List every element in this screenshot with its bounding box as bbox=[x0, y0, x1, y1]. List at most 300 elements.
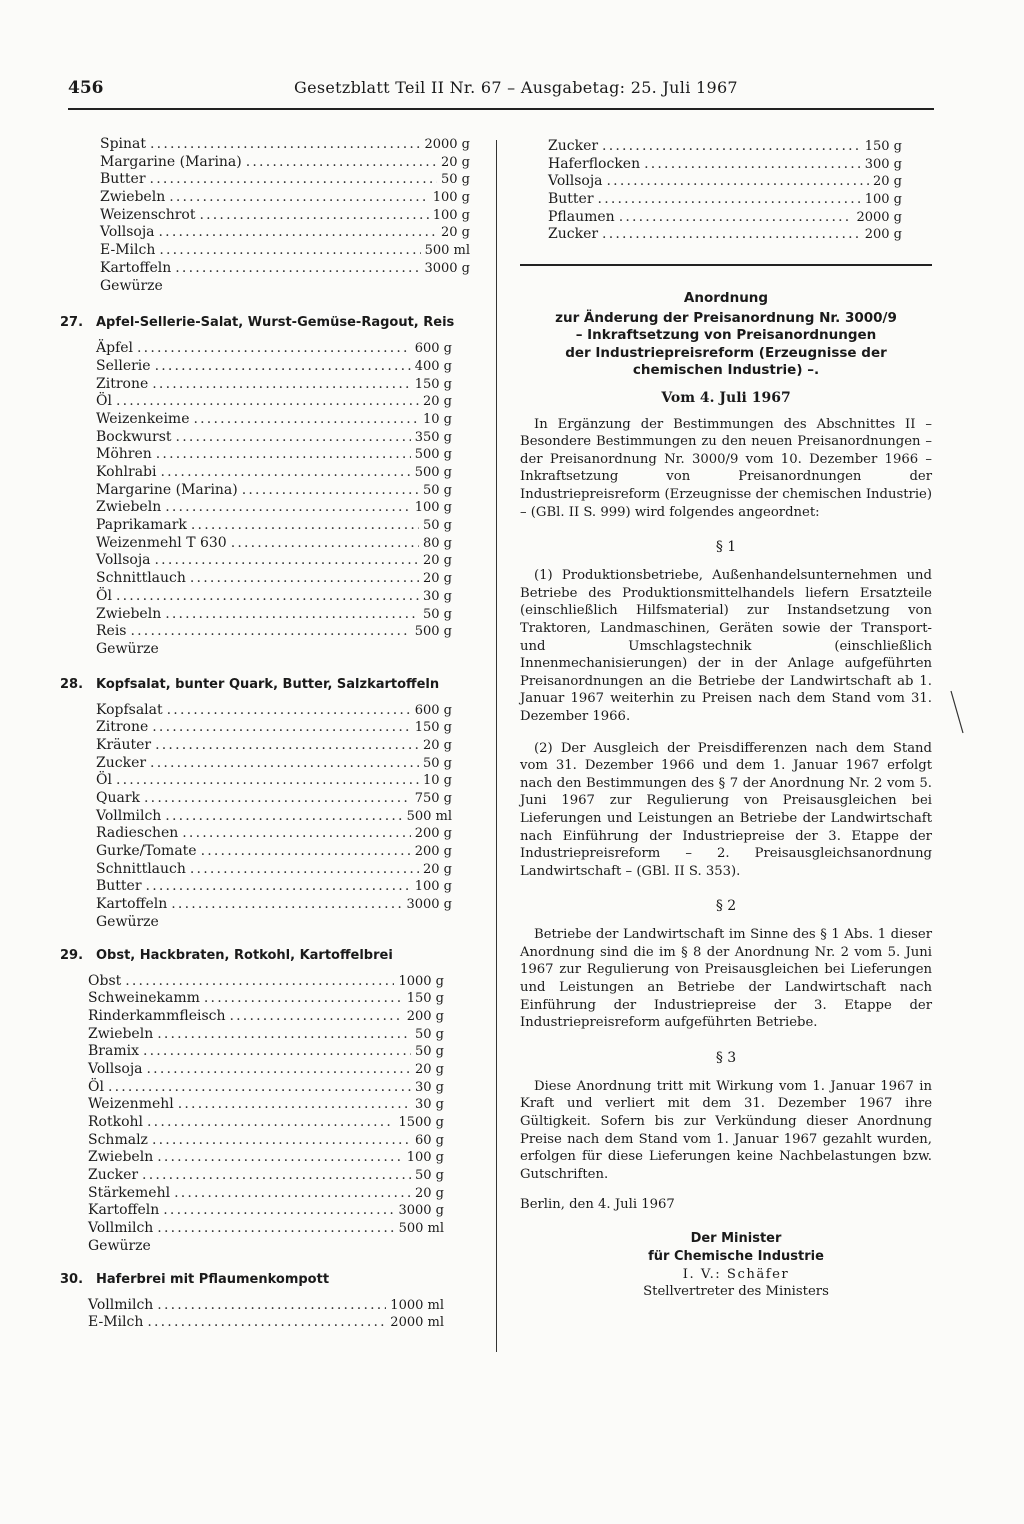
dot-leader bbox=[171, 896, 402, 914]
ingredient-row bbox=[96, 570, 452, 588]
ingredient-row bbox=[96, 482, 452, 500]
ingredient-amount: 2000 g bbox=[424, 137, 470, 152]
ingredient-name: Pflaumen bbox=[548, 208, 615, 225]
ingredient-name: Öl bbox=[96, 587, 112, 604]
ingredient-row bbox=[88, 1220, 444, 1238]
ingredient-name: Zitrone bbox=[96, 719, 149, 736]
dot-leader bbox=[155, 552, 419, 570]
ingredient-name: Gewürze bbox=[100, 277, 163, 294]
ingredient-amount: 100 g bbox=[414, 879, 452, 895]
ingredient-name: Quark bbox=[96, 790, 141, 806]
recipe-title bbox=[60, 948, 470, 963]
dot-leader bbox=[165, 808, 402, 826]
ingredient-amount: 20 g bbox=[415, 1185, 444, 1201]
ingredient-amount: 2000 ml bbox=[390, 1315, 444, 1331]
ingredient-name: Butter bbox=[96, 878, 142, 895]
ingredient-row bbox=[96, 535, 452, 553]
ingredient-row bbox=[88, 1314, 444, 1332]
dot-leader bbox=[144, 790, 411, 808]
ingredient-row bbox=[96, 896, 452, 914]
ingredient-amount: 100 g bbox=[406, 1150, 444, 1166]
dot-leader bbox=[152, 1132, 411, 1150]
ingredient-amount: 100 g bbox=[432, 207, 470, 223]
ingredient-name: Schnittlauch bbox=[96, 860, 186, 877]
ingredient-row bbox=[96, 464, 452, 482]
ingredient-row bbox=[88, 1043, 444, 1061]
ingredient-name: Zwiebeln bbox=[96, 605, 162, 622]
ingredient-amount: 500 ml bbox=[406, 808, 452, 824]
ingredient-list bbox=[96, 340, 452, 658]
ingredient-name: Vollsoja bbox=[88, 1060, 143, 1077]
dot-leader bbox=[150, 136, 420, 154]
ordinance-preamble: In Ergänzung der Bestimmungen des Abschnittes II – Besondere Bestimmungen zu den neuen Preisanordnungen – der Preisanordnung Nr. 3000/9 vom 10. Dezember 1966 – Inkraftsetzung von Preisanordnungen der Industriepreisreform (Erzeugnisse der chemischen Industrie) – (GBl. II S. 999) wird folgendes angeordnet: bbox=[520, 416, 932, 520]
ingredient-name: Margarine (Marina) bbox=[96, 481, 238, 498]
dot-leader bbox=[157, 1149, 403, 1167]
ingredient-amount: 10 g bbox=[423, 411, 452, 427]
dot-leader bbox=[131, 623, 411, 641]
ingredient-name: Weizenmehl bbox=[88, 1096, 174, 1113]
ingredient-row bbox=[100, 171, 470, 189]
ordinance-date: Vom 4. Juli 1967 bbox=[661, 389, 791, 406]
ingredient-row bbox=[96, 517, 452, 535]
ingredient-row bbox=[88, 1026, 444, 1044]
ingredient-name: Bramix bbox=[88, 1043, 139, 1060]
ingredient-row bbox=[88, 1238, 444, 1256]
ingredient-amount: 30 g bbox=[415, 1097, 444, 1113]
ingredient-amount: 500 g bbox=[414, 624, 452, 640]
dot-leader bbox=[147, 1114, 394, 1132]
ingredient-amount: 500 g bbox=[414, 447, 452, 463]
dot-leader bbox=[174, 1185, 411, 1203]
dot-leader bbox=[178, 1096, 411, 1114]
ingredient-amount: 50 g bbox=[423, 755, 452, 771]
ingredient-row bbox=[96, 411, 452, 429]
dot-leader bbox=[176, 429, 411, 447]
recipe-block bbox=[60, 1272, 470, 1332]
ingredient-amount: 1000 g bbox=[398, 973, 444, 989]
section-heading: § 3 bbox=[715, 1049, 737, 1066]
dot-leader bbox=[157, 1026, 411, 1044]
ingredient-amount: 600 g bbox=[414, 702, 452, 718]
ingredient-row bbox=[96, 376, 452, 394]
ingredient-name: Weizenkeime bbox=[96, 410, 190, 427]
ingredient-name: Äpfel bbox=[96, 340, 134, 357]
ingredient-name: Zucker bbox=[548, 138, 599, 154]
ingredient-name: Vollsoja bbox=[548, 173, 603, 190]
ingredient-name: Vollmilch bbox=[88, 1296, 154, 1313]
recipe-number: 30. bbox=[60, 1271, 84, 1287]
ingredient-name: Gewürze bbox=[88, 1237, 151, 1254]
dot-leader bbox=[165, 499, 411, 517]
ingredient-amount: 50 g bbox=[423, 606, 452, 622]
ingredient-name: Weizenmehl T 630 bbox=[96, 534, 227, 551]
ingredient-amount: 150 g bbox=[414, 376, 452, 392]
ingredient-name: Öl bbox=[96, 772, 112, 789]
ingredient-amount: 20 g bbox=[423, 571, 452, 587]
dot-leader bbox=[125, 973, 394, 991]
dot-leader bbox=[602, 226, 861, 244]
dot-leader bbox=[194, 411, 420, 429]
dot-leader bbox=[156, 446, 411, 464]
dot-leader bbox=[190, 570, 419, 588]
recipe-block bbox=[60, 315, 470, 658]
dot-leader bbox=[598, 191, 861, 209]
ingredient-row bbox=[88, 990, 444, 1008]
dot-leader bbox=[152, 719, 410, 737]
ingredient-row bbox=[96, 755, 452, 773]
dot-leader bbox=[165, 606, 419, 624]
recipe-block bbox=[60, 677, 470, 932]
signature-name: I. V.: Schäfer bbox=[682, 1266, 790, 1282]
ingredient-amount: 20 g bbox=[415, 1061, 444, 1077]
ingredient-row bbox=[96, 623, 452, 641]
ingredient-name: Haferflocken bbox=[548, 155, 641, 172]
ingredient-row bbox=[548, 191, 902, 209]
ingredient-amount: 150 g bbox=[864, 139, 902, 154]
recipe-name: Apfel-Sellerie-Salat, Wurst-Gemüse-Ragout, Reis bbox=[96, 315, 455, 331]
ingredient-row bbox=[100, 224, 470, 242]
ingredient-name: Sellerie bbox=[96, 357, 151, 374]
ingredient-row bbox=[96, 446, 452, 464]
dot-leader bbox=[160, 464, 410, 482]
dot-leader bbox=[167, 702, 411, 720]
ordinance-sections bbox=[520, 539, 932, 1183]
dot-leader bbox=[143, 1043, 411, 1061]
ingredient-row bbox=[96, 808, 452, 826]
dot-leader bbox=[182, 825, 410, 843]
dot-leader bbox=[201, 843, 411, 861]
ingredient-list-recipe-30-continued bbox=[548, 138, 902, 244]
dot-leader bbox=[147, 1061, 411, 1079]
ingredient-name: Schmalz bbox=[88, 1131, 148, 1148]
dot-leader bbox=[169, 189, 429, 207]
ingredient-name: Schweinekamm bbox=[88, 990, 200, 1007]
ingredient-name: Gewürze bbox=[96, 913, 159, 930]
ingredient-row bbox=[96, 340, 452, 358]
dot-leader bbox=[607, 173, 869, 191]
dot-leader bbox=[142, 1167, 411, 1185]
dot-leader bbox=[619, 209, 853, 227]
ingredient-amount: 3000 g bbox=[424, 260, 470, 276]
dot-leader bbox=[246, 154, 437, 172]
ingredient-name: Öl bbox=[88, 1078, 104, 1095]
ingredient-amount: 300 g bbox=[864, 156, 902, 172]
ingredient-row bbox=[548, 156, 902, 174]
recipe-name: Haferbrei mit Pflaumenkompott bbox=[96, 1271, 330, 1287]
ingredient-row bbox=[548, 209, 902, 227]
ingredient-row bbox=[96, 737, 452, 755]
ingredient-row bbox=[96, 825, 452, 843]
dot-leader bbox=[175, 260, 420, 278]
dot-leader bbox=[155, 737, 419, 755]
ingredient-row bbox=[96, 641, 452, 659]
ordinance-title-line: – Inkraftsetzung von Preisanordnungen bbox=[575, 327, 877, 344]
ingredient-name: Zucker bbox=[548, 226, 599, 243]
ingredient-list bbox=[96, 702, 452, 932]
ingredient-amount: 200 g bbox=[864, 227, 902, 243]
ingredient-amount: 200 g bbox=[414, 826, 452, 842]
ingredient-row bbox=[96, 914, 452, 932]
ingredient-name: Schnittlauch bbox=[96, 570, 186, 587]
dot-leader bbox=[108, 1079, 411, 1097]
ingredient-name: Zwiebeln bbox=[88, 1025, 154, 1042]
ingredient-amount: 20 g bbox=[423, 394, 452, 410]
recipe-number: 27. bbox=[60, 315, 84, 331]
ingredient-amount: 150 g bbox=[406, 991, 444, 1007]
ingredient-name: Butter bbox=[548, 191, 594, 208]
dot-leader bbox=[116, 588, 419, 606]
ingredient-amount: 30 g bbox=[423, 588, 452, 604]
ingredient-row bbox=[548, 138, 902, 156]
ingredient-name: E-Milch bbox=[100, 242, 156, 259]
ingredient-row bbox=[96, 772, 452, 790]
ingredient-name: Kopfsalat bbox=[96, 701, 163, 718]
ingredient-name: Weizenschrot bbox=[100, 206, 196, 223]
ingredient-row bbox=[96, 702, 452, 720]
dot-leader bbox=[157, 1297, 386, 1315]
ingredient-row bbox=[100, 278, 470, 296]
dot-leader bbox=[163, 1202, 394, 1220]
ingredient-name: Zucker bbox=[96, 754, 147, 771]
section-heading: § 2 bbox=[715, 898, 737, 915]
ingredient-amount: 1000 ml bbox=[390, 1297, 444, 1313]
dot-leader bbox=[150, 755, 419, 773]
page-header bbox=[68, 74, 934, 110]
dot-leader bbox=[204, 990, 403, 1008]
dot-leader bbox=[199, 207, 428, 225]
ingredient-row bbox=[96, 843, 452, 861]
ingredient-amount: 20 g bbox=[423, 861, 452, 877]
signature-block bbox=[540, 1230, 932, 1300]
section-heading: § 1 bbox=[715, 539, 737, 556]
ordinance bbox=[520, 290, 932, 1301]
ingredient-row bbox=[100, 260, 470, 278]
ingredient-row bbox=[88, 1079, 444, 1097]
ingredient-row bbox=[96, 790, 452, 808]
ingredient-row bbox=[88, 1149, 444, 1167]
ingredient-name: E-Milch bbox=[88, 1314, 144, 1331]
ingredient-row bbox=[88, 1096, 444, 1114]
ingredient-amount: 50 g bbox=[415, 1026, 444, 1042]
recipe-title bbox=[60, 315, 470, 330]
ingredient-name: Radieschen bbox=[96, 825, 179, 842]
ingredient-row bbox=[96, 588, 452, 606]
recipe-number: 28. bbox=[60, 676, 84, 692]
recipe-name: Kopfsalat, bunter Quark, Butter, Salzkartoffeln bbox=[96, 676, 440, 692]
ingredient-amount: 600 g bbox=[414, 341, 452, 357]
ingredient-amount: 200 g bbox=[414, 844, 452, 860]
dot-leader bbox=[231, 535, 419, 553]
margin-mark bbox=[950, 690, 964, 734]
signature-role: Stellvertreter des Ministers bbox=[643, 1284, 829, 1300]
section-paragraph: Diese Anordnung tritt mit Wirkung vom 1. Januar 1967 in Kraft und verliert mit dem 31. Dezember 1967 ihre Gültigkeit. Sofern bis zur Verkündung dieser Anordnung Preise nach dem Stand vom 1. Januar 1967 gezahlt wurden, erfolgen für diese Lieferungen keine Nachbelastungen bzw. Gutschriften. bbox=[520, 1078, 932, 1182]
ingredient-name: Zwiebeln bbox=[100, 189, 166, 206]
ingredient-name: Obst bbox=[88, 972, 122, 989]
ingredient-amount: 20 g bbox=[423, 553, 452, 569]
ingredient-amount: 100 g bbox=[432, 190, 470, 206]
ingredient-list bbox=[88, 1297, 444, 1332]
ingredient-amount: 750 g bbox=[414, 791, 452, 806]
ingredient-name: Zwiebeln bbox=[88, 1149, 154, 1166]
dot-leader bbox=[159, 242, 420, 260]
recipe-title bbox=[60, 677, 470, 692]
ingredient-name: Zitrone bbox=[96, 375, 149, 392]
ingredient-name: Butter bbox=[100, 171, 146, 188]
ingredient-name: Margarine (Marina) bbox=[100, 153, 242, 170]
ingredient-row bbox=[100, 207, 470, 225]
ingredient-name: Vollsoja bbox=[96, 552, 151, 569]
ordinance-title-line: chemischen Industrie) –. bbox=[632, 362, 820, 379]
page-number: 456 bbox=[68, 78, 104, 98]
ingredient-row bbox=[88, 1061, 444, 1079]
place-date: Berlin, den 4. Juli 1967 bbox=[520, 1197, 675, 1213]
ingredient-amount: 500 ml bbox=[424, 243, 470, 259]
dot-leader bbox=[155, 358, 411, 376]
ordinance-title-line: zur Änderung der Preisanordnung Nr. 3000/9 bbox=[555, 309, 897, 326]
ingredient-name: Kartoffeln bbox=[88, 1202, 160, 1219]
ingredient-row bbox=[96, 719, 452, 737]
ingredient-row bbox=[100, 154, 470, 172]
ingredient-name: Stärkemehl bbox=[88, 1184, 171, 1201]
ingredient-amount: 1500 g bbox=[398, 1115, 444, 1130]
ingredient-name: Reis bbox=[96, 623, 127, 640]
ingredient-row bbox=[96, 429, 452, 447]
ingredient-name: Kartoffeln bbox=[96, 896, 168, 913]
ingredient-amount: 20 g bbox=[423, 737, 452, 753]
ingredient-name: Rinderkammfleisch bbox=[88, 1007, 226, 1024]
section-rule bbox=[520, 264, 932, 266]
dot-leader bbox=[147, 1314, 386, 1332]
ingredient-amount: 50 g bbox=[441, 172, 470, 188]
ingredient-amount: 200 g bbox=[406, 1008, 444, 1024]
ingredient-amount: 2000 g bbox=[856, 209, 902, 225]
ingredient-row bbox=[88, 1167, 444, 1185]
ingredient-name: Rotkohl bbox=[88, 1114, 144, 1130]
dot-leader bbox=[190, 861, 419, 879]
ingredient-amount: 3000 g bbox=[398, 1203, 444, 1219]
ingredient-name: Spinat bbox=[100, 136, 147, 152]
recipe-title bbox=[60, 1272, 470, 1287]
ingredient-row bbox=[548, 173, 902, 191]
ordinance-title-line: Anordnung bbox=[683, 290, 769, 307]
ingredient-amount: 20 g bbox=[441, 225, 470, 241]
ingredient-row bbox=[100, 189, 470, 207]
dot-leader bbox=[146, 878, 411, 896]
ingredient-name: Gewürze bbox=[96, 640, 159, 657]
running-head: Gesetzblatt Teil II Nr. 67 – Ausgabetag: 25. Juli 1967 bbox=[294, 78, 738, 97]
ingredient-name: Kartoffeln bbox=[100, 259, 172, 276]
ingredient-row bbox=[96, 552, 452, 570]
ingredient-name: Paprikamark bbox=[96, 517, 187, 534]
ingredient-amount: 3000 g bbox=[406, 897, 452, 913]
ingredient-name: Zucker bbox=[88, 1167, 139, 1184]
ingredient-name: Bockwurst bbox=[96, 428, 172, 445]
ingredient-row bbox=[96, 358, 452, 376]
ingredient-amount: 500 ml bbox=[398, 1221, 444, 1237]
ingredient-amount: 30 g bbox=[415, 1079, 444, 1095]
dot-leader bbox=[152, 376, 410, 394]
recipe-block bbox=[60, 948, 470, 1256]
dot-leader bbox=[242, 482, 419, 500]
recipe-name: Obst, Hackbraten, Rotkohl, Kartoffelbrei bbox=[96, 947, 393, 963]
ingredient-row bbox=[96, 499, 452, 517]
ingredient-name: Zwiebeln bbox=[96, 499, 162, 516]
right-column bbox=[520, 138, 932, 1301]
ingredient-row bbox=[88, 1008, 444, 1026]
ingredient-name: Gurke/Tomate bbox=[96, 843, 197, 860]
ingredient-list-continued bbox=[100, 136, 470, 295]
ingredient-amount: 500 g bbox=[414, 465, 452, 480]
ingredient-amount: 100 g bbox=[864, 192, 902, 208]
signature-title-1: Der Minister bbox=[690, 1231, 782, 1247]
ingredient-amount: 100 g bbox=[414, 500, 452, 516]
ingredient-amount: 60 g bbox=[415, 1132, 444, 1148]
ingredient-name: Vollmilch bbox=[88, 1220, 154, 1237]
ingredient-amount: 10 g bbox=[423, 773, 452, 789]
ingredient-name: Vollsoja bbox=[100, 224, 155, 241]
ingredient-row bbox=[88, 1114, 444, 1132]
ingredient-row bbox=[100, 136, 470, 154]
section-paragraph: (2) Der Ausgleich der Preisdifferenzen nach dem Stand vom 31. Dezember 1966 und dem 1. Januar 1967 erfolgt nach den Bestimmungen des § 7 der Anordnung Nr. 2 vom 5. Juni 1967 zur Regulierung von Preisausgleichen bei Lieferungen und Leistungen an Betriebe der Landwirtschaft nach Einführung der Industriepreise der 3. Etappe der Industriepreisreform – 2. Preisausgleichsanordnung Landwirtschaft – (GBl. II S. 353). bbox=[520, 740, 932, 879]
dot-leader bbox=[116, 772, 419, 790]
dot-leader bbox=[602, 138, 861, 156]
section-paragraph: Betriebe der Landwirtschaft im Sinne des § 1 Abs. 1 dieser Anordnung sind die im § 8 der Anordnung Nr. 2 vom 5. Juni 1967 zur Regulierung von Preisausgleichen bei Lieferungen und Leistungen an Betriebe der Landwirtschaft nach Einführung der Industriepreise der 3. Etappe der Industriepreisreform aufgeführten Betriebe. bbox=[520, 927, 932, 1031]
ingredient-row bbox=[88, 1132, 444, 1150]
ingredient-amount: 50 g bbox=[415, 1044, 444, 1060]
ingredient-list bbox=[88, 973, 444, 1256]
ingredient-amount: 350 g bbox=[414, 429, 452, 445]
ingredient-amount: 400 g bbox=[414, 358, 452, 374]
ordinance-title bbox=[520, 290, 932, 380]
ingredient-amount: 20 g bbox=[873, 174, 902, 190]
ingredient-row bbox=[96, 861, 452, 879]
dot-leader bbox=[191, 517, 419, 535]
column-divider bbox=[496, 140, 497, 1352]
signature-title-2: für Chemische Industrie bbox=[648, 1249, 824, 1264]
ingredient-row bbox=[88, 1202, 444, 1220]
ingredient-name: Kohlrabi bbox=[96, 464, 157, 480]
recipe-list bbox=[60, 315, 470, 1332]
dot-leader bbox=[116, 393, 419, 411]
ordinance-title-line: der Industriepreisreform (Erzeugnisse der bbox=[565, 344, 887, 361]
ingredient-amount: 50 g bbox=[415, 1168, 444, 1184]
ingredient-amount: 50 g bbox=[423, 518, 452, 534]
ingredient-name: Öl bbox=[96, 393, 112, 410]
ingredient-name: Möhren bbox=[96, 446, 152, 463]
section-paragraph: (1) Produktionsbetriebe, Außenhandelsunternehmen und Betriebe des Produktionsmittelhandels liefern Ersatzteile (einschließlich Hilfsmaterial) zur Instandsetzung von Traktoren, Landmaschinen, Geräten sowie der Transport- und Umschlagstechnik (einschließlich Innenmechanisierungen) der in der Anlage aufgeführten Preisanordnungen an die Betriebe der Landwirtschaft ab 1. Januar 1967 weiterhin zu Preisen nach dem Stand vom 31. Dezember 1966. bbox=[520, 568, 932, 724]
recipe-number: 29. bbox=[60, 947, 84, 963]
dot-leader bbox=[159, 224, 437, 242]
dot-leader bbox=[644, 156, 861, 174]
ingredient-amount: 50 g bbox=[423, 482, 452, 498]
ingredient-row bbox=[100, 242, 470, 260]
ingredient-amount: 20 g bbox=[441, 154, 470, 170]
dot-leader bbox=[230, 1008, 403, 1026]
dot-leader bbox=[150, 171, 437, 189]
left-column bbox=[60, 136, 470, 1332]
ingredient-name: Vollmilch bbox=[96, 807, 162, 824]
ingredient-row bbox=[96, 606, 452, 624]
ingredient-amount: 150 g bbox=[414, 720, 452, 736]
dot-leader bbox=[157, 1220, 394, 1238]
ingredient-row bbox=[548, 226, 902, 244]
ingredient-row bbox=[96, 393, 452, 411]
ingredient-row bbox=[88, 973, 444, 991]
ingredient-amount: 80 g bbox=[423, 535, 452, 551]
ingredient-row bbox=[96, 878, 452, 896]
ingredient-name: Kräuter bbox=[96, 736, 152, 753]
dot-leader bbox=[137, 340, 411, 358]
